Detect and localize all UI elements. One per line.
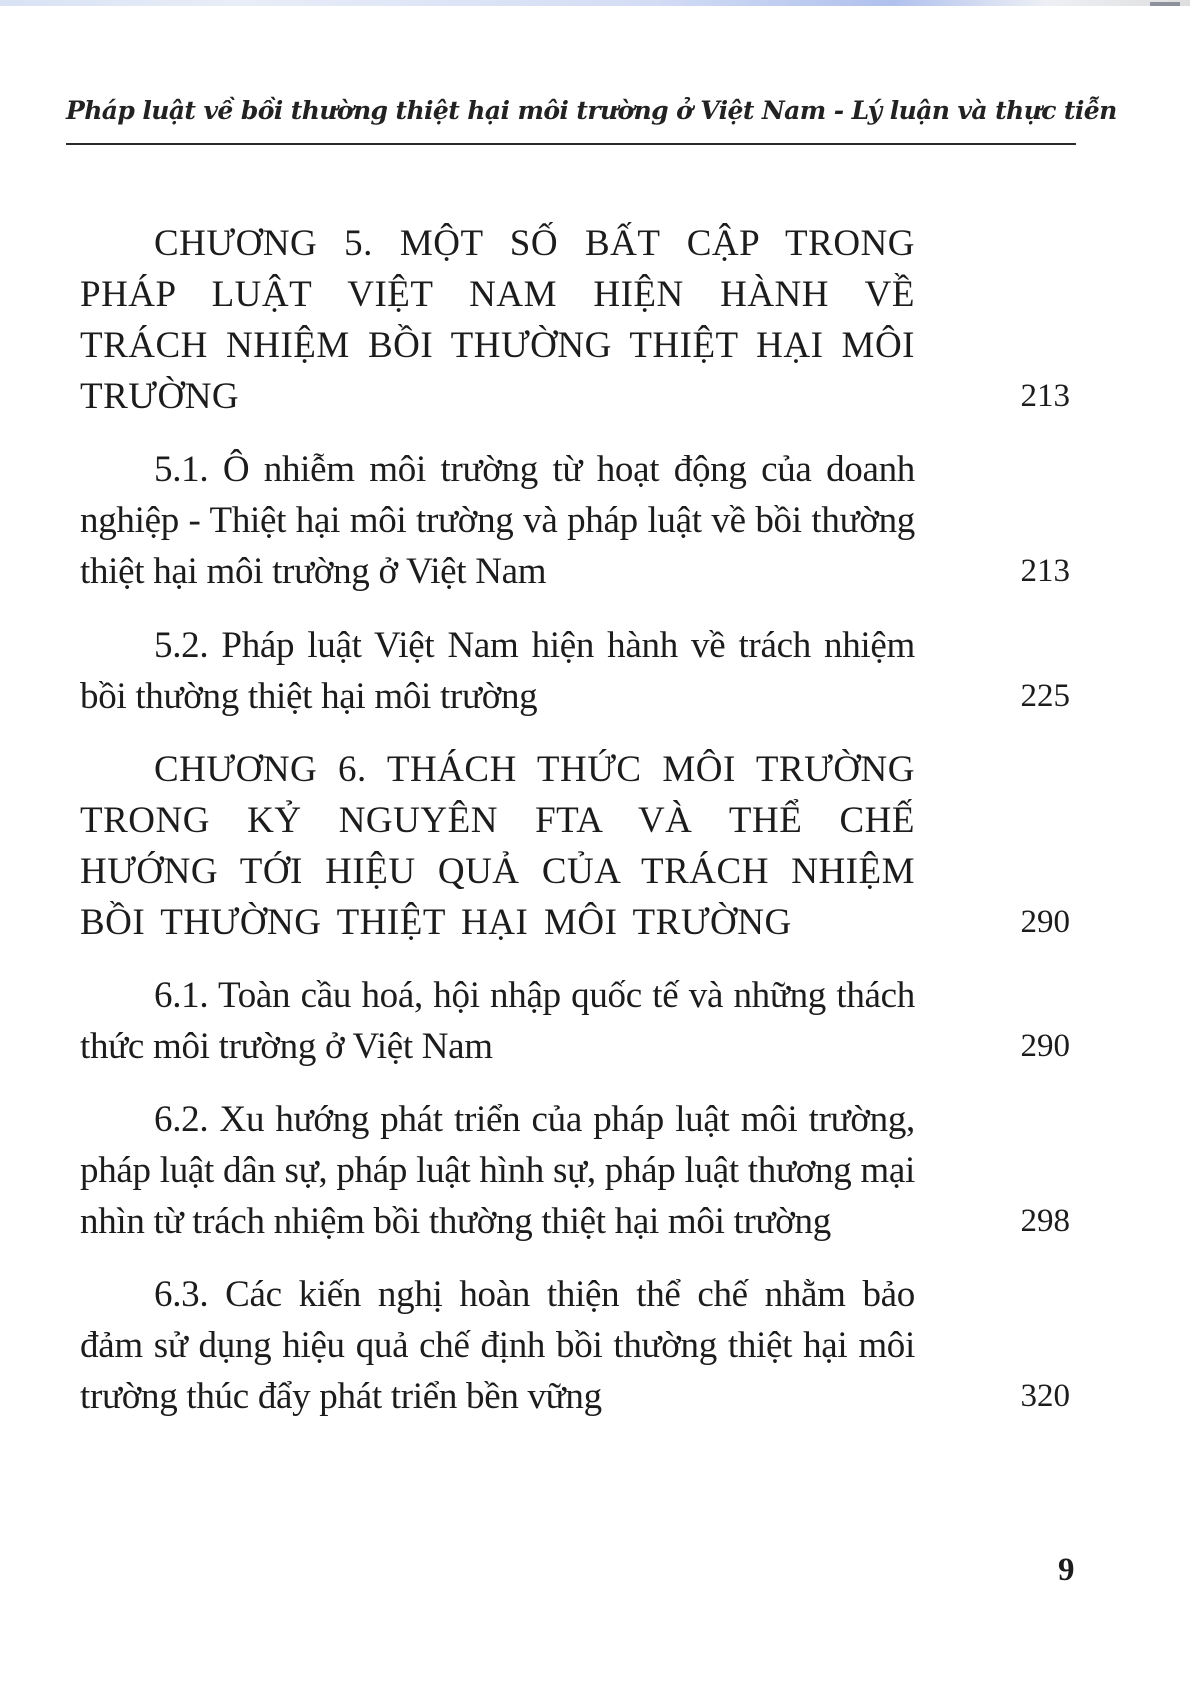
toc-entry-title: CHƯƠNG 6. THÁCH THỨC MÔI TRƯỜNG TRONG KỶ NGUYÊN FTA VÀ THỂ CHẾ HƯỚNG TỚI HIỆU QUẢ CỦA TRÁCH NHIỆM BỒI THƯỜNG THIỆT HẠI MÔI TRƯỜNG (80, 749, 915, 943)
toc-entry-page: 290 (1020, 1028, 1070, 1064)
toc-entry-title: 5.1. Ô nhiễm môi trường từ hoạt động của doanh nghiệp - Thiệt hại môi trường và pháp luật về bồi thường thiệt hại môi trường ở Việt Nam (80, 449, 915, 592)
toc-entry-title: 6.1. Toàn cầu hoá, hội nhập quốc tế và những thách thức môi trường ở Việt Nam (80, 975, 915, 1067)
toc-entry-page: 290 (1020, 904, 1070, 940)
toc-entry-chapter-5 (80, 218, 1070, 422)
toc-entry-page: 213 (1020, 553, 1070, 589)
running-header: Pháp luật về bồi thường thiệt hại môi trường ở Việt Nam - Lý luận và thực tiễn (66, 96, 1117, 125)
header-rule (66, 143, 1076, 145)
toc-entry-title: 6.2. Xu hướng phát triển của pháp luật môi trường, pháp luật dân sự, pháp luật hình sự, pháp luật thương mại nhìn từ trách nhiệm bồi thường thiệt hại môi trường (80, 1099, 915, 1242)
toc-entry-section-6-1 (80, 970, 1070, 1072)
toc-entry-page: 320 (1020, 1378, 1070, 1414)
toc-entry-section-6-2 (80, 1094, 1070, 1247)
toc-entry-section-5-2 (80, 620, 1070, 722)
toc-entry-section-6-3 (80, 1269, 1070, 1422)
table-of-contents (80, 218, 1070, 1422)
toc-entry-title: 6.3. Các kiến nghị hoàn thiện thể chế nhằm bảo đảm sử dụng hiệu quả chế định bồi thường thiệt hại môi trường thúc đẩy phát triển bền vững (80, 1274, 915, 1417)
scan-edge-mark (1150, 2, 1180, 6)
toc-entry-chapter-6 (80, 744, 1070, 948)
toc-entry-page: 213 (1020, 378, 1070, 414)
toc-entry-title: CHƯƠNG 5. MỘT SỐ BẤT CẬP TRONG PHÁP LUẬT VIỆT NAM HIỆN HÀNH VỀ TRÁCH NHIỆM BỒI THƯỜNG THIỆT HẠI MÔI TRƯỜNG (80, 223, 915, 417)
page-number: 9 (1058, 1552, 1075, 1588)
toc-entry-title: 5.2. Pháp luật Việt Nam hiện hành về trách nhiệm bồi thường thiệt hại môi trường (80, 625, 915, 717)
toc-entry-page: 298 (1020, 1203, 1070, 1239)
toc-entry-page: 225 (1020, 678, 1070, 714)
scan-edge-artifact (0, 0, 1190, 6)
toc-entry-section-5-1 (80, 444, 1070, 597)
